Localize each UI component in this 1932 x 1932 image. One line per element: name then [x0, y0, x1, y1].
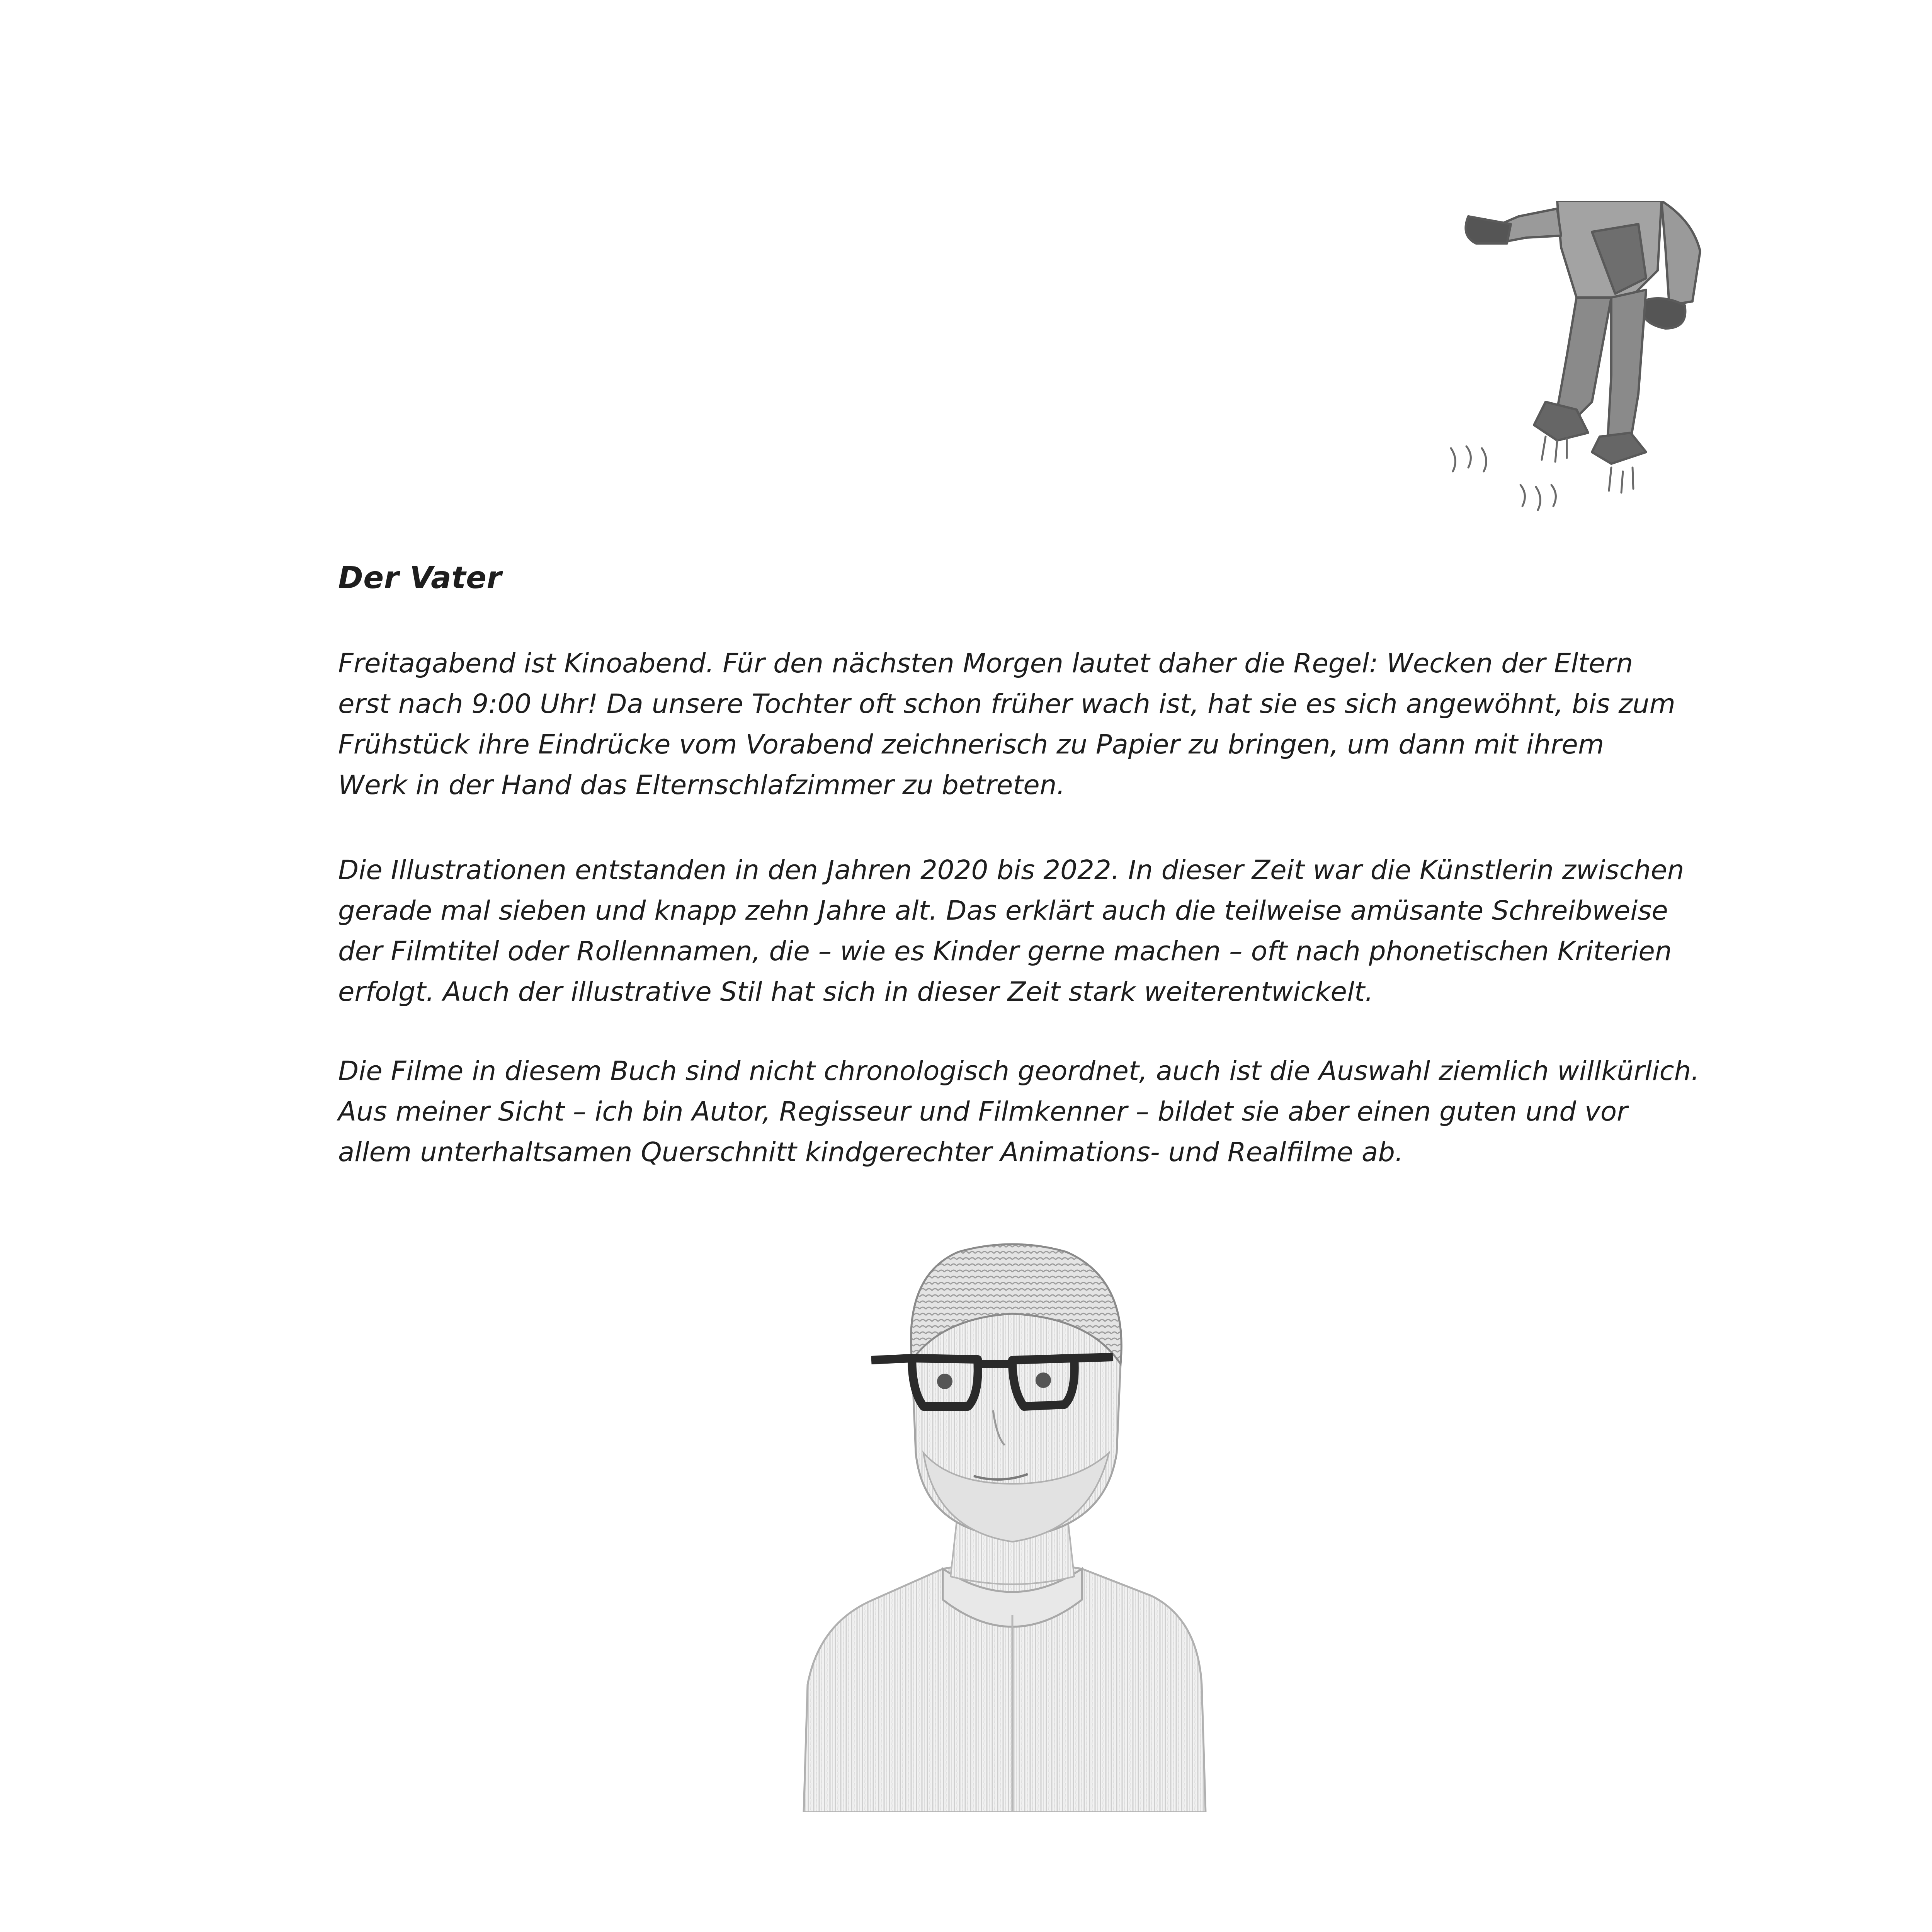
text-line: Frühstück ihre Eindrücke vom Vorabend zeichnerisch zu Papier zu bringen, um dann mit ihrem: [338, 729, 1604, 760]
text-line: allem unterhaltsamen Querschnitt kindgerechter Animations- und Realfilme ab.: [338, 1137, 1403, 1168]
text-line: erst nach 9:00 Uhr! Da unsere Tochter oft schon früher wach ist, hat sie es sich angewöhnt, bis zum: [338, 689, 1675, 719]
paragraph-films: [338, 1051, 1710, 1173]
text-line: Aus meiner Sicht – ich bin Autor, Regisseur und Filmkenner – bildet sie aber einen guten und vor: [338, 1096, 1628, 1127]
father-portrait-drawing: [796, 1236, 1225, 1812]
text-line: der Filmtitel oder Rollennamen, die – wie es Kinder gerne machen – oft nach phonetischen Kriterien: [338, 936, 1672, 967]
text-line: Die Filme in diesem Buch sind nicht chronologisch geordnet, auch ist die Auswahl ziemlich willkürlich.: [338, 1056, 1700, 1087]
flying-figure-drawing: [1430, 201, 1747, 545]
text-line: erfolgt. Auch der illustrative Stil hat sich in dieser Zeit stark weiterentwickelt.: [338, 976, 1374, 1007]
text-line: Die Illustrationen entstanden in den Jahren 2020 bis 2022. In dieser Zeit war die Künstlerin zwischen: [338, 855, 1684, 886]
paragraph-intro: [338, 643, 1710, 806]
text-line: gerade mal sieben und knapp zehn Jahre alt. Das erklärt auch die teilweise amüsante Schreibweise: [338, 895, 1668, 926]
paragraph-illustrations: [338, 850, 1710, 1012]
page-heading: Der Vater: [338, 561, 502, 595]
text-line: Freitagabend ist Kinoabend. Für den nächsten Morgen lautet daher die Regel: Wecken der Eltern: [338, 648, 1633, 679]
text-line: Werk in der Hand das Elternschlafzimmer zu betreten.: [338, 770, 1065, 801]
